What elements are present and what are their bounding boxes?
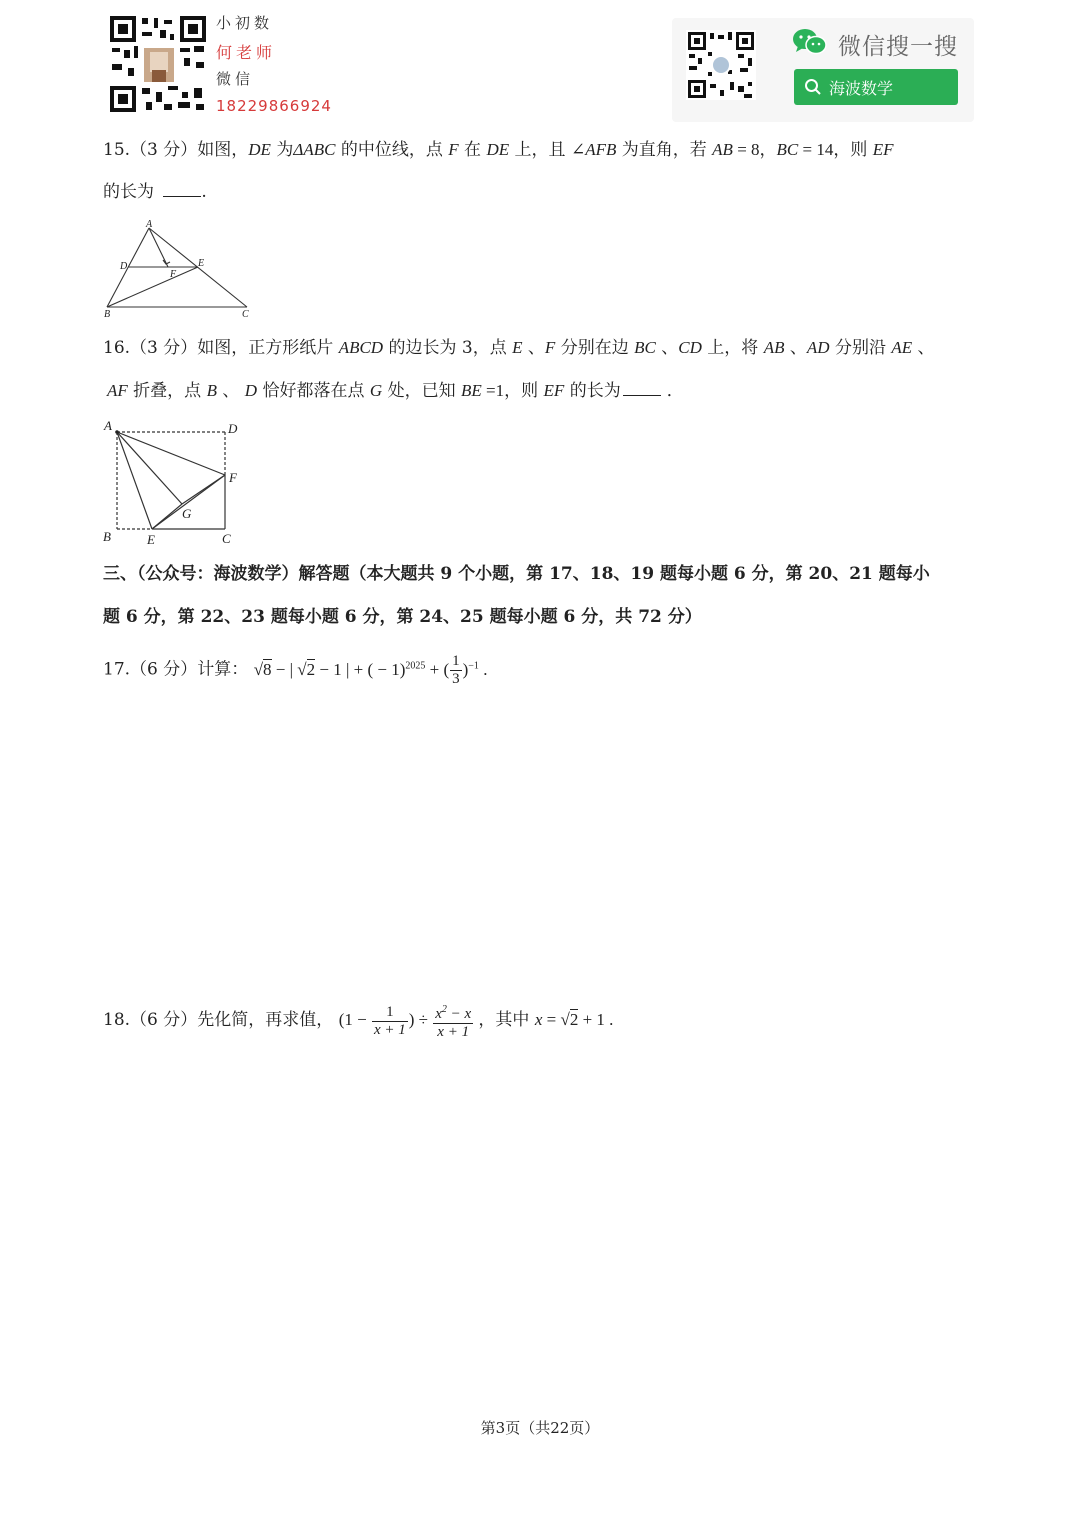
q16-math: E xyxy=(512,338,523,357)
q15-math: DE xyxy=(248,140,271,159)
q15-math: = 8 xyxy=(732,140,760,159)
section-3-heading-line-2: 题 6 分，第 22、23 题每小题 6 分，第 24、25 题每小题 6 分，共 72 分） xyxy=(103,607,702,627)
q15-math: ∠AFB xyxy=(570,140,617,159)
q15-label-c: C xyxy=(242,309,249,320)
q18-exponent: 2 xyxy=(441,1004,447,1016)
wechat-icon xyxy=(792,27,828,57)
q16-answer-blank[interactable] xyxy=(623,381,661,396)
q15-label-a: A xyxy=(146,219,153,230)
contact-wechat-label: 微信 xyxy=(216,70,255,88)
search-card-title: 微信搜一搜 xyxy=(838,34,958,60)
q16-math: BE xyxy=(460,381,482,400)
q16-math: D xyxy=(244,381,258,400)
q16-text: 折叠，点 xyxy=(127,381,207,401)
q16-text: 分别在边 xyxy=(555,338,635,358)
q16-figure xyxy=(100,416,250,550)
search-icon xyxy=(804,78,822,96)
q16-label-d: D xyxy=(228,421,238,436)
q15-text: 的长为 xyxy=(103,182,154,202)
q16-number: 16. xyxy=(103,338,131,358)
q18-frac2-num: x xyxy=(435,1006,442,1023)
question-16-line-1 xyxy=(103,337,935,359)
q17-radicand: 8 xyxy=(263,659,272,679)
q15-label-f: F xyxy=(170,269,177,280)
q15-label-e: E xyxy=(198,258,205,269)
search-button[interactable] xyxy=(794,69,958,105)
q17-score: （6 分） xyxy=(130,659,198,680)
q18-math: + 1 xyxy=(578,1010,605,1029)
q18-math: x xyxy=(534,1010,543,1029)
q16-math: G xyxy=(369,381,383,400)
q17-math: . xyxy=(478,659,488,679)
q17-math: ) xyxy=(462,659,469,679)
q15-math: AB xyxy=(712,140,733,159)
q16-text: 、 xyxy=(784,338,807,358)
q17-exponent: −1 xyxy=(468,660,479,671)
search-button-label: 海波数学 xyxy=(829,79,894,98)
q17-frac-num: 1 xyxy=(452,653,460,670)
contact-teacher-name: 何老师 xyxy=(216,43,277,62)
q15-text: 在 xyxy=(458,140,487,160)
q15-math: DE xyxy=(486,140,510,159)
contact-qr-code xyxy=(108,14,208,114)
q18-math: (1 − xyxy=(338,1010,371,1029)
q16-text: 如图，正方形纸片 xyxy=(197,338,339,358)
q16-math: ABCD xyxy=(338,338,384,357)
q18-frac2-den: x + 1 xyxy=(437,1024,470,1041)
q16-label-b: B xyxy=(103,529,111,544)
q16-text: ． xyxy=(666,381,684,401)
q15-figure xyxy=(100,218,260,320)
q18-expression xyxy=(338,1003,479,1041)
q17-radicand: 2 xyxy=(306,659,316,679)
q18-frac2-num: − x xyxy=(446,1006,472,1023)
contact-phone: 18229866924 xyxy=(216,97,332,115)
q16-math: F xyxy=(544,338,556,357)
q16-math: =1 xyxy=(481,381,505,400)
q16-math: B xyxy=(206,381,217,400)
q17-math: − | xyxy=(271,659,298,679)
q16-label-c: C xyxy=(222,531,231,546)
page-number-footer: 第3页（共22页） xyxy=(480,1419,600,1437)
q16-math: BC xyxy=(634,338,656,357)
q18-frac1-den: x + 1 xyxy=(373,1021,406,1038)
q16-text: 的长为 xyxy=(564,381,621,401)
q17-expression: √8 − | √2 − 1 | + ( − 1)$^{2025}$ + ( $\frac{1}{3}$ )$^{-1}$ . xyxy=(253,653,488,688)
q15-number: 15. xyxy=(103,140,131,160)
q18-fraction-2 xyxy=(433,1001,473,1041)
q16-text: 的边长为 3，点 xyxy=(383,338,513,358)
q16-math: AB xyxy=(763,338,785,357)
q16-math: AD xyxy=(806,338,830,357)
q15-text: 上，且 xyxy=(509,140,571,160)
q16-label-g: G xyxy=(182,506,192,521)
q17-fraction xyxy=(450,653,462,688)
q16-math: AE xyxy=(891,338,913,357)
q16-text: 上，将 xyxy=(701,338,764,358)
q15-score: （3 分） xyxy=(130,140,198,160)
q15-math: BC xyxy=(776,140,799,159)
q17-number: 17. xyxy=(103,659,131,680)
q17-frac-den: 3 xyxy=(452,671,460,688)
q16-text: 、 xyxy=(655,338,679,358)
q15-text: ， xyxy=(759,140,777,160)
q15-text: 的中位线，点 xyxy=(335,140,449,160)
q16-text: 分别沿 xyxy=(829,338,892,358)
question-18: 18.（6 分）先化简，再求值， (1 − $\frac{1}{x + 1}$ ) ÷ $\frac{x^2 - x}{x + 1}$ ，其中 x = √2 + 1 . xyxy=(103,998,613,1042)
q16-text: 、 xyxy=(522,338,545,358)
contact-line-1: 小初数 xyxy=(216,14,274,32)
q15-answer-blank[interactable] xyxy=(163,182,201,197)
q15-math: = 14 xyxy=(798,140,834,159)
q16-label-e: E xyxy=(147,532,155,547)
question-17 xyxy=(103,646,487,690)
q18-frac1-num: 1 xyxy=(372,1004,408,1022)
q16-math: EF xyxy=(543,381,565,400)
q18-fraction-1 xyxy=(372,1004,408,1039)
q15-text: ，则 xyxy=(833,140,873,160)
q15-text: 如图， xyxy=(197,140,249,160)
q15-math: EF xyxy=(872,140,894,159)
section-3-heading-line-1: 三、（公众号：海波数学）解答题（本大题共 9 个小题，第 17、18、19 题每小题 6 分，第 20、21 题每小 xyxy=(103,564,930,584)
q18-math: . xyxy=(604,1010,614,1029)
q18-score: （6 分） xyxy=(130,1010,198,1030)
q16-math: CD xyxy=(678,338,702,357)
q17-math: − 1 | + ( − 1) xyxy=(315,659,406,679)
q16-math: AF xyxy=(107,381,128,400)
q15-text: 为 xyxy=(270,140,294,160)
q16-text: ，则 xyxy=(504,381,544,401)
q17-exponent: 2025 xyxy=(405,660,426,671)
q17-text: 计算： xyxy=(197,659,249,680)
q15-text: . xyxy=(201,182,207,202)
q17-math: + ( xyxy=(425,659,450,679)
q16-text: 处，已知 xyxy=(382,381,461,401)
question-15-line-2 xyxy=(103,181,207,203)
q16-score: （3 分） xyxy=(130,338,198,358)
q18-radicand: 2 xyxy=(569,1010,579,1029)
q18-number: 18. xyxy=(103,1010,131,1030)
q16-label-a: A xyxy=(104,418,112,433)
q15-label-b: B xyxy=(104,309,111,320)
question-16-line-2 xyxy=(107,380,684,402)
q18-text: 先化简，再求值， xyxy=(197,1010,334,1030)
q16-text: 、 xyxy=(216,381,245,401)
q18-math: = xyxy=(542,1010,561,1029)
q15-math: F xyxy=(448,140,459,159)
q16-label-f: F xyxy=(229,470,237,485)
q15-math: ΔABC xyxy=(293,140,336,159)
q18-math: ) ÷ xyxy=(408,1010,433,1029)
q16-text: 恰好都落在点 xyxy=(257,381,370,401)
search-qr-code xyxy=(686,30,756,100)
q15-label-d: D xyxy=(120,261,128,272)
q18-text: ，其中 xyxy=(478,1010,535,1030)
q15-text: 为直角，若 xyxy=(616,140,713,160)
question-15-line-1 xyxy=(103,139,894,161)
q16-text: 、 xyxy=(912,338,935,358)
